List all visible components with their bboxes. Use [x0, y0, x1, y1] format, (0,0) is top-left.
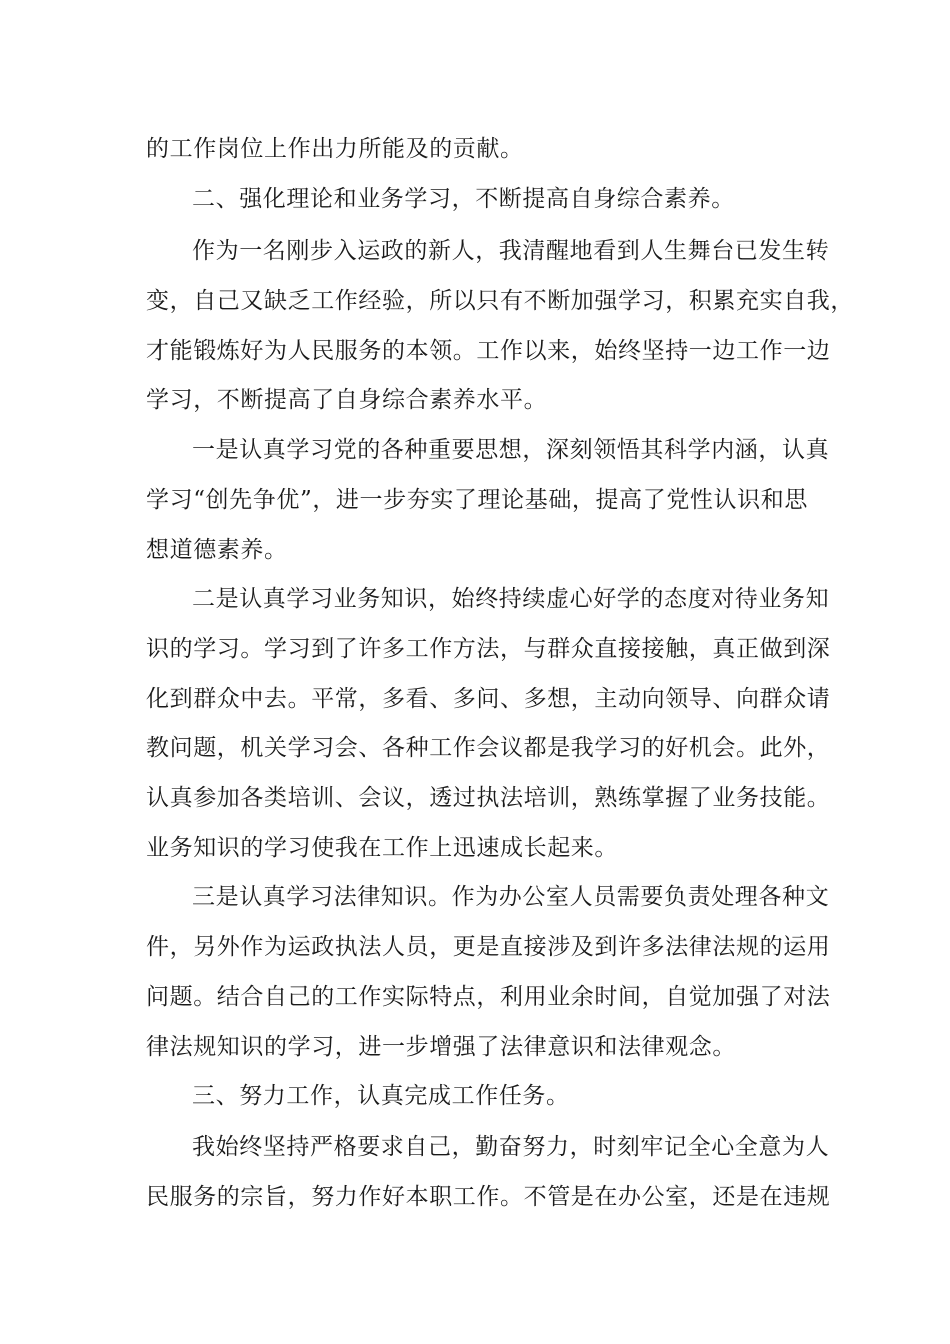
- section-heading: 二、强化理论和业务学习，不断提高自身综合素养。: [192, 186, 735, 212]
- text-line: 的工作岗位上作出力所能及的贡献。: [146, 136, 524, 162]
- text-line: 认真参加各类培训、会议，透过执法培训，熟练掌握了业务技能。: [146, 785, 831, 811]
- text-line: 三是认真学习法律知识。作为办公室人员需要负责处理各种文: [192, 884, 830, 910]
- text-line: 变，自己又缺乏工作经验，所以只有不断加强学习，积累充实自我，: [146, 288, 854, 314]
- text-line: 识的学习。学习到了许多工作方法，与群众直接接触，真正做到深: [146, 636, 831, 662]
- text-line: 问题。结合自己的工作实际特点，利用业余时间，自觉加强了对法: [146, 984, 831, 1010]
- text-line: 民服务的宗旨，努力作好本职工作。不管是在办公室，还是在违规: [146, 1184, 831, 1210]
- text-line: 作为一名刚步入运政的新人，我清醒地看到人生舞台已发生转: [192, 238, 830, 264]
- text-line: 二是认真学习业务知识，始终持续虚心好学的态度对待业务知: [192, 586, 830, 612]
- text-line: 业务知识的学习使我在工作上迅速成长起来。: [146, 835, 618, 861]
- text-line: 想道德素养。: [146, 537, 288, 563]
- text-line: 件，另外作为运政执法人员，更是直接涉及到许多法律法规的运用: [146, 934, 831, 960]
- text-line: 才能锻炼好为人民服务的本领。工作以来，始终坚持一边工作一边: [146, 338, 831, 364]
- text-line: 一是认真学习党的各种重要思想，深刻领悟其科学内涵，认真: [192, 437, 830, 463]
- text-line: 学习，不断提高了自身综合素养水平。: [146, 387, 548, 413]
- text-line: 我始终坚持严格要求自己，勤奋努力，时刻牢记全心全意为人: [192, 1134, 830, 1160]
- section-heading: 三、努力工作，认真完成工作任务。: [192, 1083, 570, 1109]
- text-line: 学习“创先争优”，进一步夯实了理论基础，提高了党性认识和思: [146, 487, 808, 513]
- text-line: 化到群众中去。平常，多看、多问、多想，主动向领导、向群众请: [146, 686, 831, 712]
- text-line: 教问题，机关学习会、各种工作会议都是我学习的好机会。此外，: [146, 735, 831, 761]
- text-line: 律法规知识的学习，进一步增强了法律意识和法律观念。: [146, 1034, 736, 1060]
